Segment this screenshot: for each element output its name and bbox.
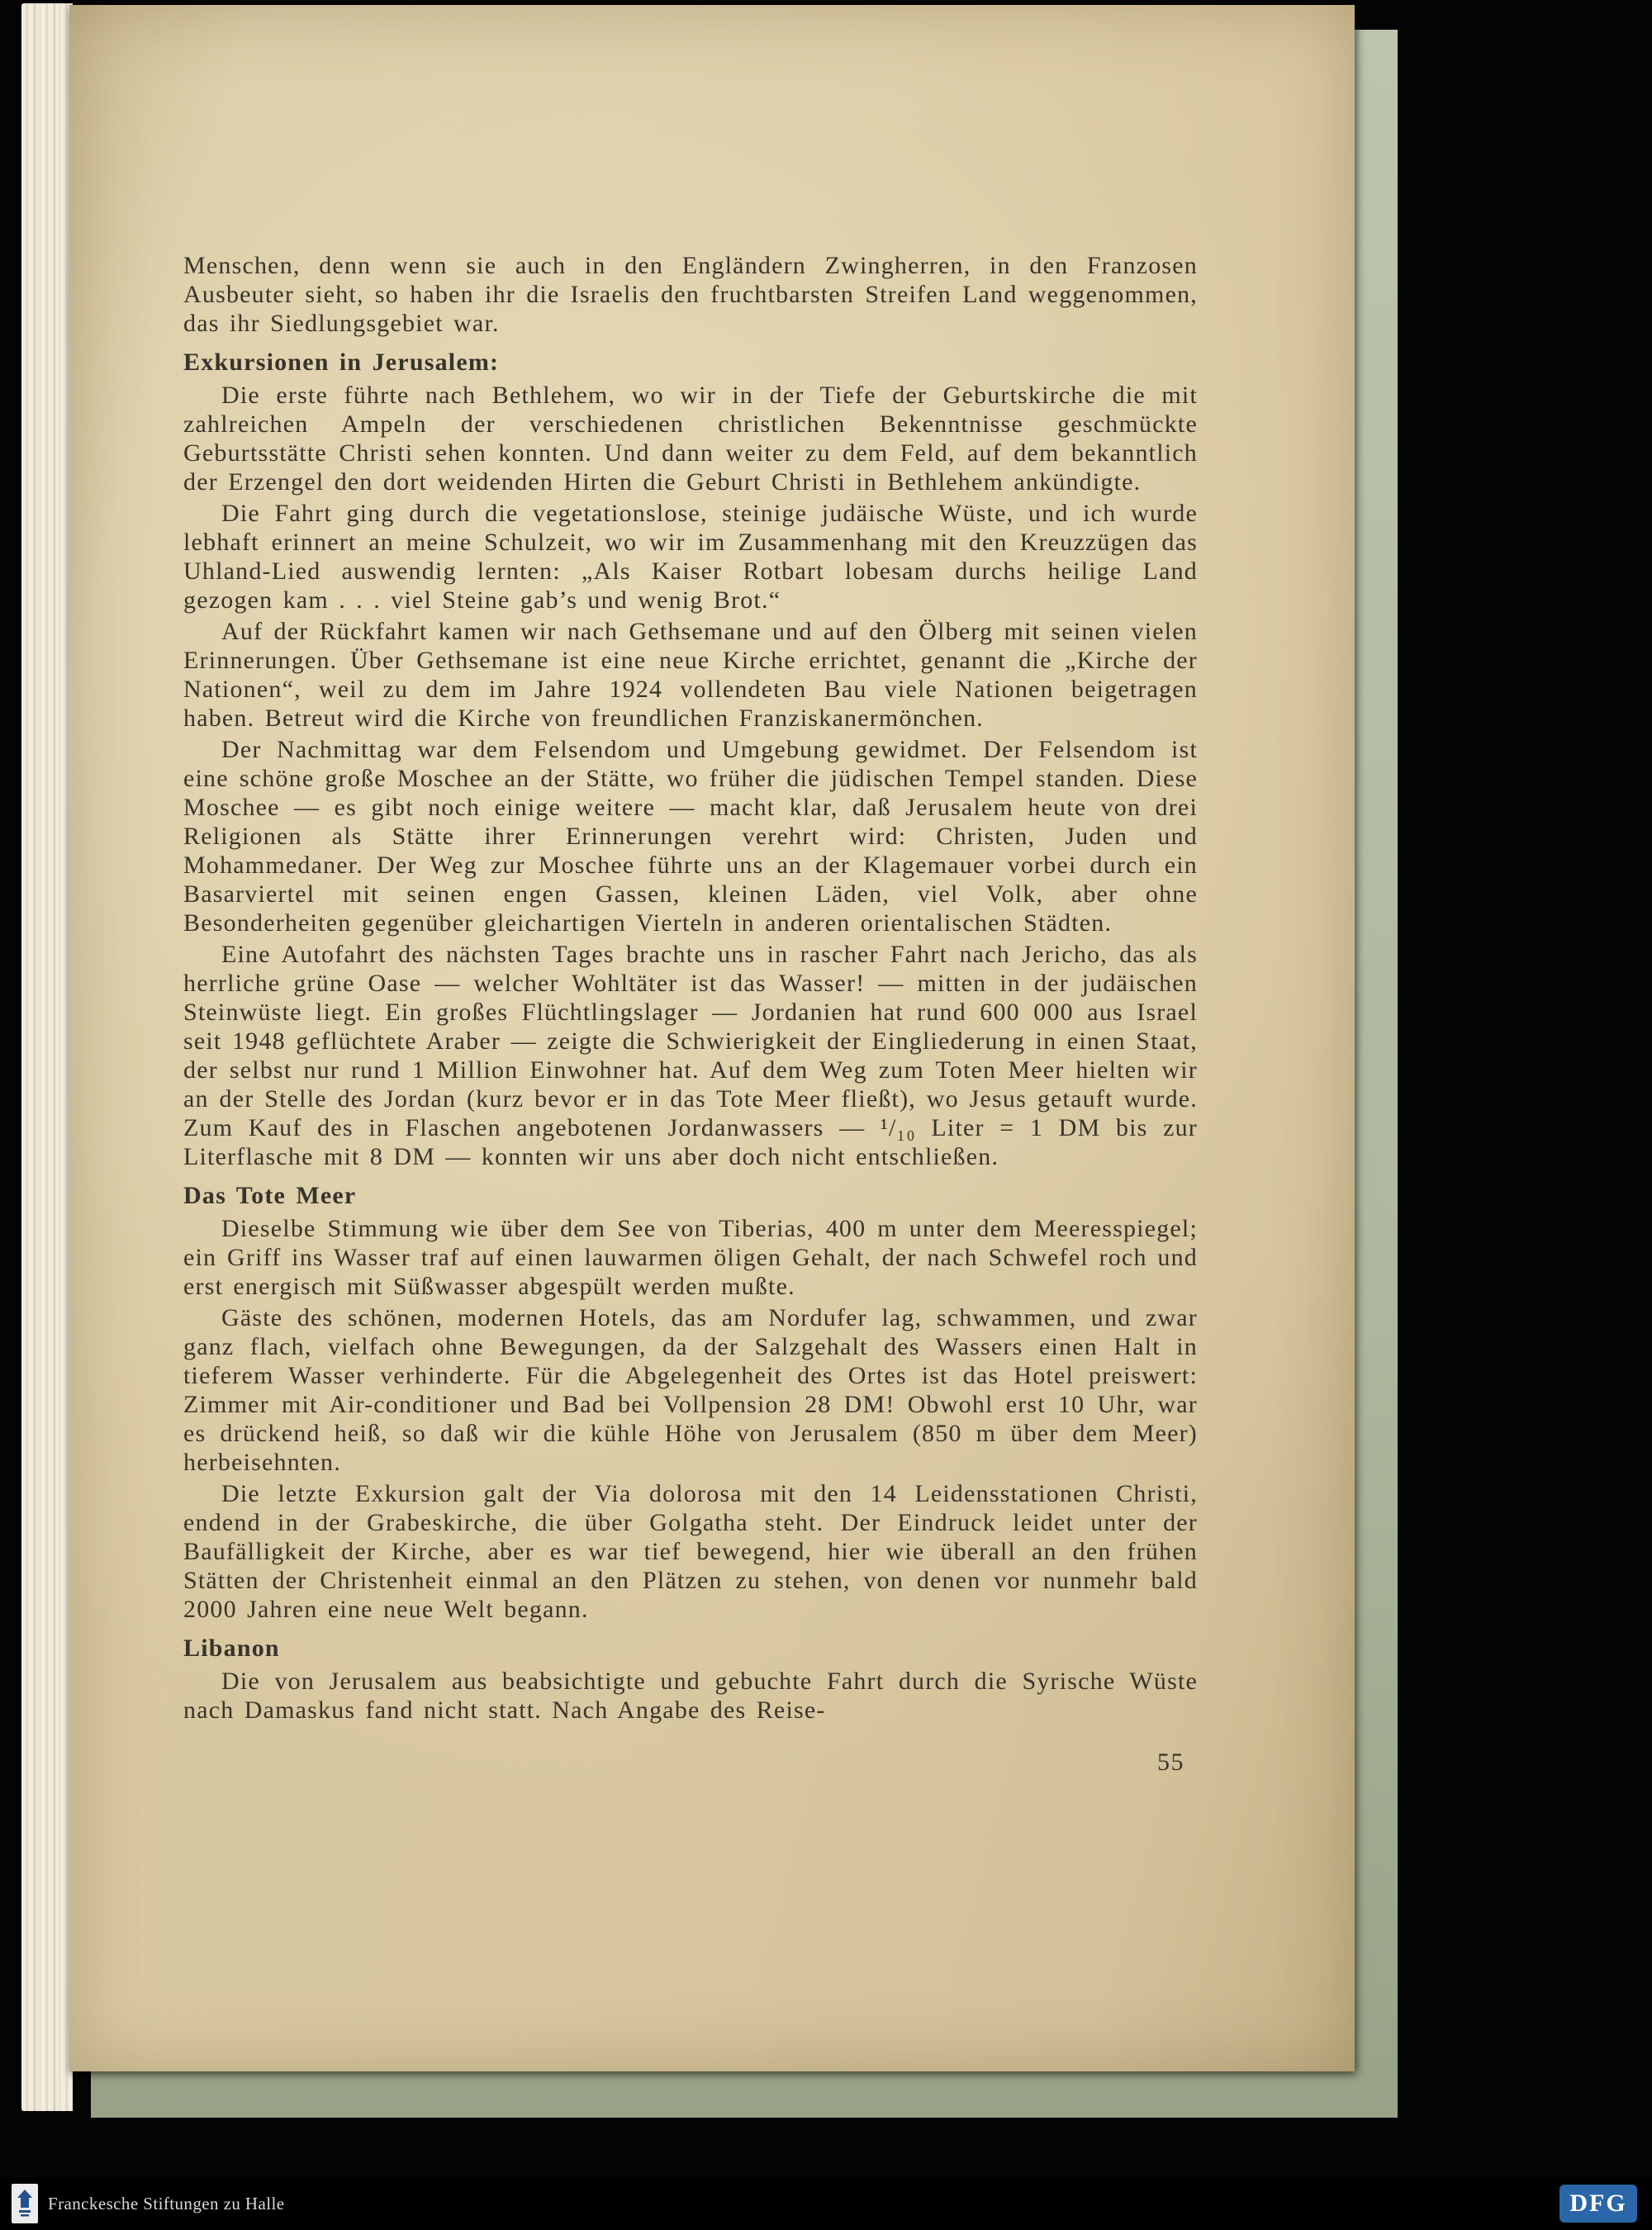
paragraph: Gäste des schönen, modernen Hotels, das am Nordufer lag, schwammen, und zwar ganz flach, vielfach ohne Bewegungen, da der Salzgehalt des Wassers einen Halt in tieferem Wasser verhinderte. Für die Abgelegenheit des Ortes ist das Hotel preiswert: Zimmer mit Air-conditioner und Bad bei Vollpension 28 DM! Obwohl erst 10 Uhr, war es drückend heiß, so daß wir die kühle Höhe von Jerusalem (850 m über dem Meer) herbeisehnten. [183,1304,1198,1476]
text-column [183,251,1198,1777]
section-heading: Libanon [183,1635,280,1662]
paragraph: Die erste führte nach Bethlehem, wo wir in der Tiefe der Geburtskirche die mit zahlreichen Ampeln der verschiedenen christlichen Bekenntnisse geschmückte Geburtsstätte Christi sehen konnten. Und dann weiter zu dem Feld, auf dem bekanntlich der Erzengel den dort weidenden Hirten die Geburt Christi in Bethlehem ankündigte. [183,382,1198,496]
page-number: 55 [1157,1748,1184,1776]
paragraph: Der Nachmittag war dem Felsendom und Umgebung gewidmet. Der Felsendom ist eine schöne große Moschee an der Stätte, wo früher die jüdischen Tempel standen. Diese Moschee — es gibt noch einige weitere — macht klar, daß Jerusalem heute von drei Religionen als Stätte ihrer Erinnerungen verehrt wird: Christen, Juden und Mohammedaner. Der Weg zur Moschee führte uns an der Klagemauer vorbei durch ein Basarviertel mit seinen engen Gassen, kleinen Läden, viel Volk, aber ohne Besonderheiten gegenüber gleichartigen Vierteln in anderen orientalischen Städten. [183,736,1198,937]
footer-library-name: Franckesche Stiftungen zu Halle [48,2193,285,2213]
paragraph: Die letzte Exkursion galt der Via dolorosa mit den 14 Leidensstationen Christi, endend in der Grabeskirche, die über Golgatha steht. Der Eindruck leidet unter der Baufälligkeit der Kirche, aber es war tief bewegend, hier wie überall an den frühen Stätten der Christenheit einmal an den Plätzen zu stehen, von denen vor nunmehr bald 2000 Jahren eine neue Welt begann. [183,1480,1198,1623]
book-page-edges [21,3,73,2111]
section-heading: Exkursionen in Jerusalem: [183,349,500,376]
book-page [69,5,1355,2071]
paragraph: Auf der Rückfahrt kamen wir nach Gethsemane und auf den Ölberg mit seinen vielen Erinnerungen. Über Gethsemane ist eine neue Kirche errichtet, genannt die „Kirche der Nationen“, weil zu dem im Jahre 1924 vollendeten Bau viele Nationen beigetragen haben. Betreut wird die Kirche von freundlichen Franziskanermönchen. [183,618,1198,732]
paragraph: Die Fahrt ging durch die vegetationslose, steinige judäische Wüste, und ich wurde lebhaft erinnert an meine Schulzeit, wo wir im Zusammenhang mit den Kreuzzügen das Uhland-Lied auswendig lernten: „Als Kaiser Rotbart lobesam durchs heilige Land gezogen kam . . . viel Steine gab’s und wenig Brot.“ [183,500,1198,614]
dfg-logo-text: DFG [1569,2190,1627,2217]
francke-emblem-icon [16,2188,34,2219]
paragraph: Eine Autofahrt des nächsten Tages brachte uns in rascher Fahrt nach Jericho, das als herrliche grüne Oase — welcher Wohltäter ist das Wasser! — mitten in der judäischen Steinwüste liegt. Ein großes Flüchtlingslager — Jordanien hat rund 600 000 aus Israel seit 1948 geflüchtete Araber — zeigte die Schwierigkeit der Eingliederung in einen Staat, der selbst nur rund 1 Million Einwohner hat. Auf dem Weg zum Toten Meer hielten wir an der Stelle des Jordan (kurz bevor er in das Tote Meer fließt), wo Jesus getauft wurde. Zum Kauf des in Flaschen angebotenen Jordanwassers — ¹/₁₀ Liter = 1 DM bis zur Literflasche mit 8 DM — konnten wir uns aber doch nicht entschließen. [183,941,1198,1170]
dfg-logo [1559,2185,1637,2223]
section-heading: Das Tote Meer [183,1182,357,1209]
paragraph: Die von Jerusalem aus beabsichtigte und gebuchte Fahrt durch die Syrische Wüste nach Damaskus fand nicht statt. Nach Angabe des Reise- [183,1668,1198,1724]
francke-stiftungen-logo [12,2184,38,2223]
paragraph: Dieselbe Stimmung wie über dem See von Tiberias, 400 m unter dem Meeresspiegel; ein Griff ins Wasser traf auf einen lauwarmen öligen Gehalt, der nach Schwefel roch und erst energisch mit Süßwasser abgespült werden mußte. [183,1215,1198,1300]
footer-bar [0,2177,1652,2230]
paragraph: Menschen, denn wenn sie auch in den Engländern Zwingherren, in den Franzosen Ausbeuter sieht, so haben ihr die Israelis den fruchtbarsten Streifen Land weggenommen, das ihr Siedlungsgebiet war. [183,252,1198,337]
